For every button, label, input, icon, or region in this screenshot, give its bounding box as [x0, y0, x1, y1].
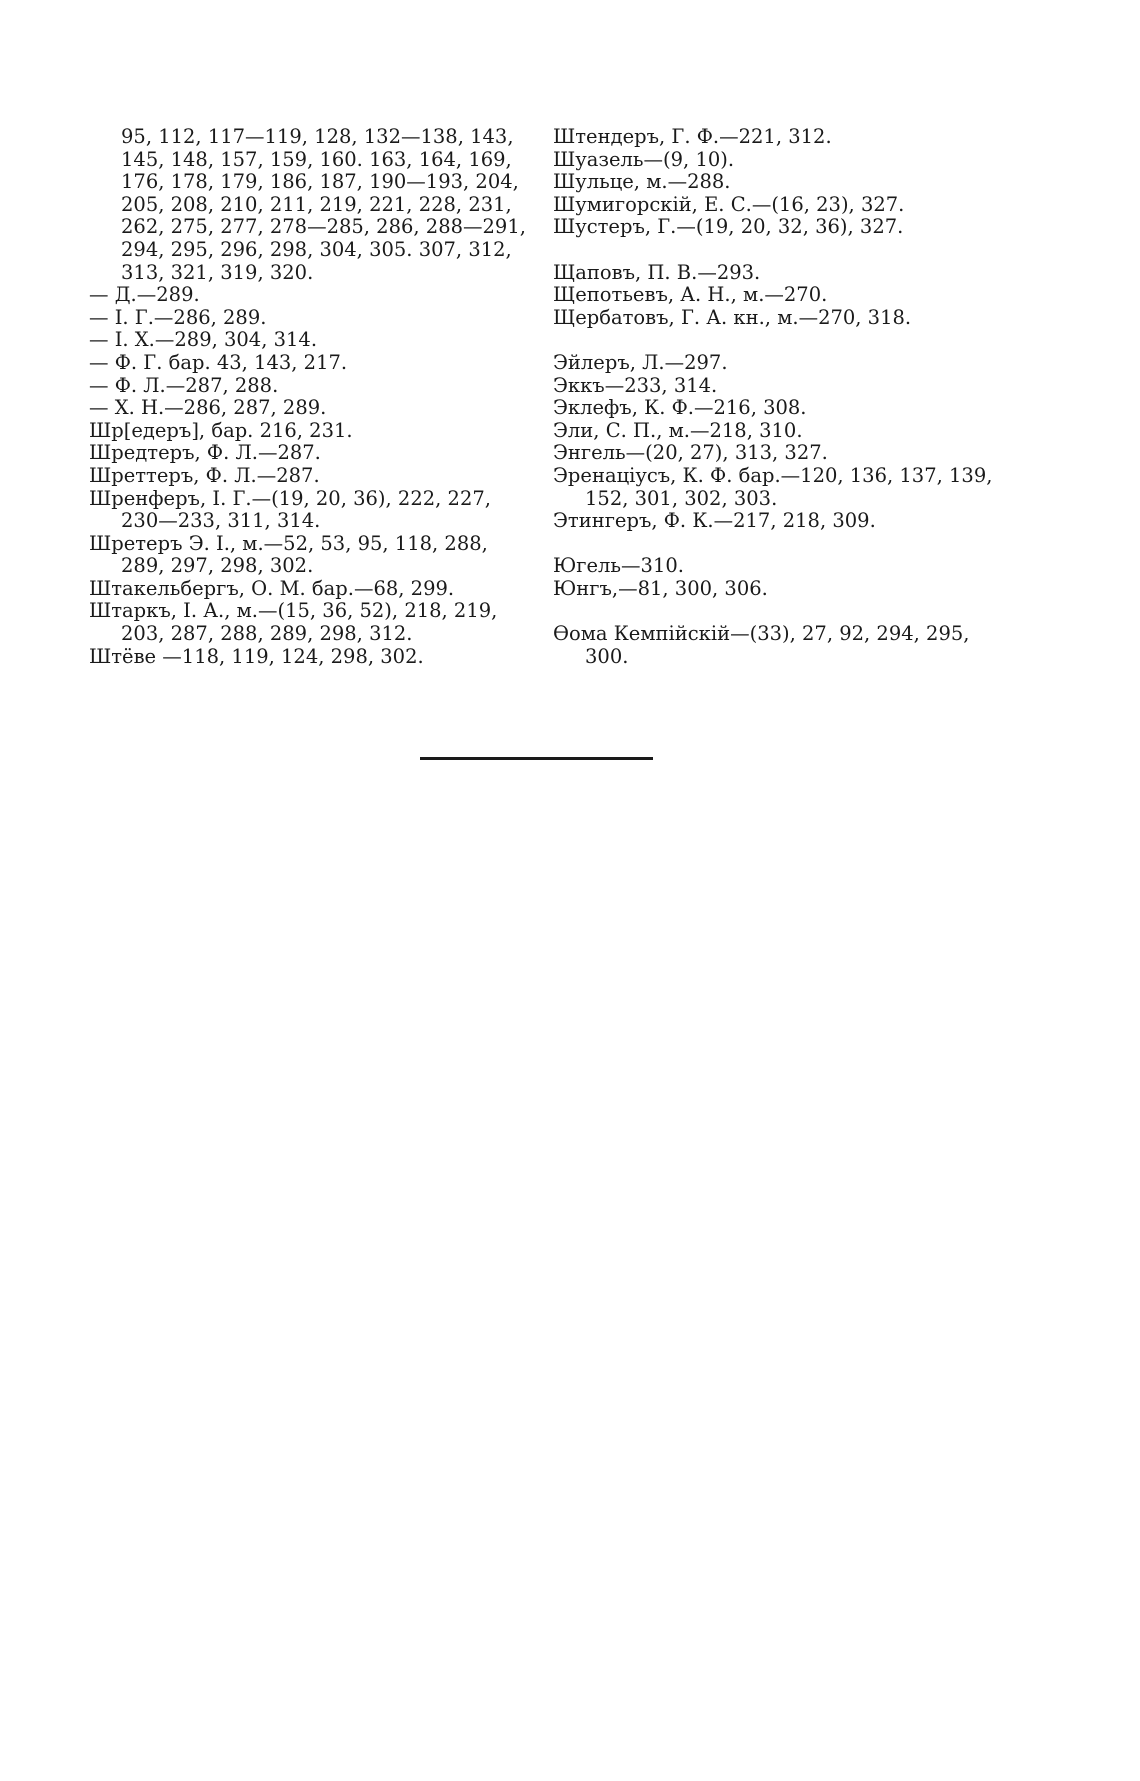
- index-entry: Щаповъ, П. В.—293.: [553, 260, 761, 284]
- index-group-fita: [553, 623, 1013, 668]
- group-gap: [553, 329, 1013, 352]
- index-entry: Штендеръ, Г. Ф.—221, 312.: [553, 125, 832, 148]
- group-gap: [553, 533, 1013, 556]
- index-entry: Щербатовъ, Г. А. кн., м.—270, 318.: [553, 305, 912, 329]
- index-entry: Эли, С. П., м.—218, 310.: [553, 418, 803, 442]
- index-entry: Шумигорскій, Е. С.—(16, 23), 327.: [553, 192, 905, 216]
- index-entry: Эклефъ, К. Ф.—216, 308.: [553, 396, 807, 420]
- index-entry: Шреттеръ, Ф. Л.—287.: [89, 463, 320, 487]
- index-entry: Этингеръ, Ф. К.—217, 218, 309.: [553, 509, 876, 533]
- index-entry: — Ф. Г. бар. 43, 143, 217.: [89, 350, 348, 374]
- index-entry: Шульце, м.—288.: [553, 170, 731, 194]
- index-entry: Шредтеръ, Ф. Л.—287.: [89, 441, 321, 465]
- index-entry: Шустеръ, Г.—(19, 20, 32, 36), 327.: [553, 215, 904, 239]
- group-gap: [553, 600, 1013, 623]
- index-entry-continuation: 95, 112, 117—119, 128, 132—138, 143, 145, 148, 157, 159, 160. 163, 164, 169, 176, 178, 179, 186, 187, 190—193, 204, 205, 208, 210, 211, 219, 221, 228, 231, 262, 275, 277, 278—285, 286, 288—291, 294, 295, 296, 298, 304, 305. 307, 312, 313, 321, 319, 320.: [121, 125, 526, 284]
- index-entry: Штаркъ, І. А., м.—(15, 36, 52), 218, 219, 203, 287, 288, 289, 298, 312.: [89, 599, 498, 646]
- end-rule-divider: [420, 757, 653, 760]
- index-entry: Эккъ—233, 314.: [553, 373, 718, 397]
- index-entry: — Ф. Л.—287, 288.: [89, 373, 279, 397]
- index-entry: Штакельбергъ, О. М. бар.—68, 299.: [89, 576, 455, 600]
- group-gap: [553, 239, 1013, 262]
- index-entry: — Д.—289.: [89, 283, 200, 307]
- index-right-column: [553, 126, 1013, 668]
- index-entry: Ѳома Кемпійскій—(33), 27, 92, 294, 295, 300.: [553, 622, 970, 668]
- index-group-sh: [553, 126, 1013, 239]
- index-group-shch: [553, 262, 1013, 330]
- index-entry: Шренферъ, І. Г.—(19, 20, 36), 222, 227, 230—233, 311, 314.: [89, 486, 491, 533]
- index-entry: Штёве —118, 119, 124, 298, 302.: [89, 644, 424, 668]
- index-entry: Эренаціусъ, К. Ф. бар.—120, 136, 137, 139, 152, 301, 302, 303.: [553, 463, 993, 510]
- index-entry: Шр[едеръ], бар. 216, 231.: [89, 418, 353, 442]
- index-group-yu: [553, 555, 1013, 600]
- index-left-column: [89, 126, 529, 668]
- index-entry: Югель—310.: [553, 554, 684, 578]
- index-entry: Энгель—(20, 27), 313, 327.: [553, 441, 828, 465]
- index-entry: Шуазель—(9, 10).: [553, 147, 735, 171]
- index-entry: Шретеръ Э. І., м.—52, 53, 95, 118, 288, 289, 297, 298, 302.: [89, 531, 488, 578]
- index-entry: Щепотьевъ, А. Н., м.—270.: [553, 283, 828, 307]
- index-entry: Эйлеръ, Л.—297.: [553, 350, 728, 374]
- index-entry: — І. Х.—289, 304, 314.: [89, 328, 318, 352]
- index-entry: — І. Г.—286, 289.: [89, 305, 267, 329]
- index-group-e: [553, 352, 1013, 533]
- index-entry: Юнгъ,—81, 300, 306.: [553, 576, 768, 600]
- index-entry: — Х. Н.—286, 287, 289.: [89, 396, 327, 420]
